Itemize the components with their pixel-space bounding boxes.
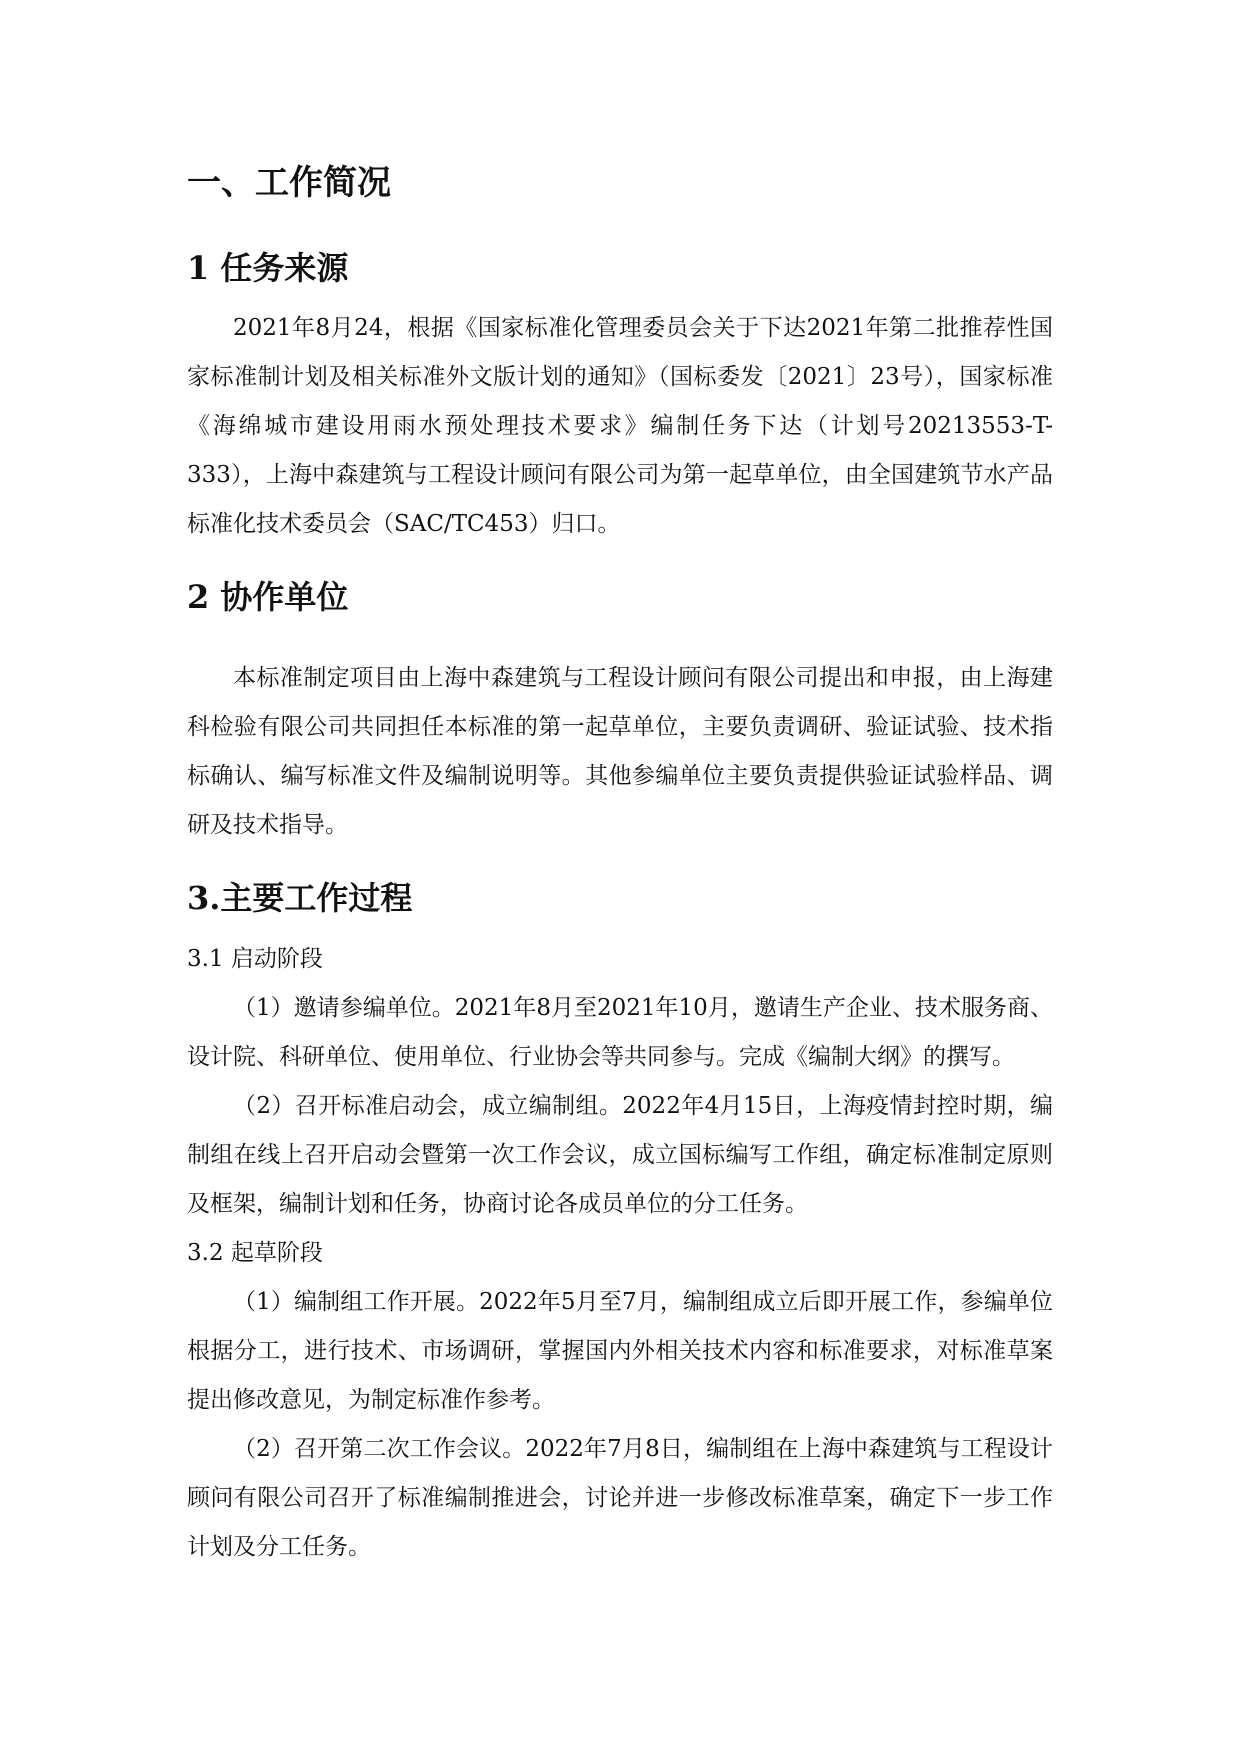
paragraph-drafting-1: （1）编制组工作开展。2022年5月至7月，编制组成立后即开展工作，参编单位根据分工，进行技术、市场调研，掌握国内外相关技术内容和标准要求，对标准草案提出修改意见，为制定标准作参考。 (187, 1288, 1053, 1413)
paragraph-startup-1: （1）邀请参编单位。2021年8月至2021年10月，邀请生产企业、技术服务商、设计院、科研单位、使用单位、行业协会等共同参与。完成《编制大纲》的撰写。 (187, 994, 1053, 1070)
paragraph-drafting-2: （2）召开第二次工作会议。2022年7月8日，编制组在上海中森建筑与工程设计顾问有限公司召开了标准编制推进会，讨论并进一步修改标准草案，确定下一步工作计划及分工任务。 (187, 1435, 1053, 1560)
document-page (187, 160, 1053, 1572)
heading-task-source: 1 任务来源 (187, 248, 349, 287)
paragraph-task-source: 2021年8月24，根据《国家标准化管理委员会关于下达2021年第二批推荐性国家标准制计划及相关标准外文版计划的通知》（国标委发〔2021〕23号），国家标准《海绵城市建设用雨水预处理技术要求》编制任务下达（计划号20213553-T-333），上海中森建筑与工程设计顾问有限公司为第一起草单位，由全国建筑节水产品标准化技术委员会（SAC/TC453）归口。 (187, 315, 1053, 538)
heading-cooperating-units: 2 协作单位 (187, 578, 349, 617)
section-heading-work-overview: 一、工作简况 (187, 163, 391, 203)
subheading-startup-stage: 3.1 启动阶段 (187, 945, 323, 972)
paragraph-startup-2: （2）召开标准启动会，成立编制组。2022年4月15日，上海疫情封控时期，编制组在线上召开启动会暨第一次工作会议，成立国标编写工作组，确定标准制定原则及框架，编制计划和任务，协商讨论各成员单位的分工任务。 (187, 1092, 1053, 1217)
subheading-drafting-stage: 3.2 起草阶段 (187, 1239, 323, 1266)
heading-main-work-process: 3.主要工作过程 (187, 879, 413, 918)
paragraph-cooperating-units: 本标准制定项目由上海中森建筑与工程设计顾问有限公司提出和申报，由上海建科检验有限公司共同担任本标准的第一起草单位，主要负责调研、验证试验、技术指标确认、编写标准文件及编制说明等。其他参编单位主要负责提供验证试验样品、调研及技术指导。 (187, 665, 1053, 839)
